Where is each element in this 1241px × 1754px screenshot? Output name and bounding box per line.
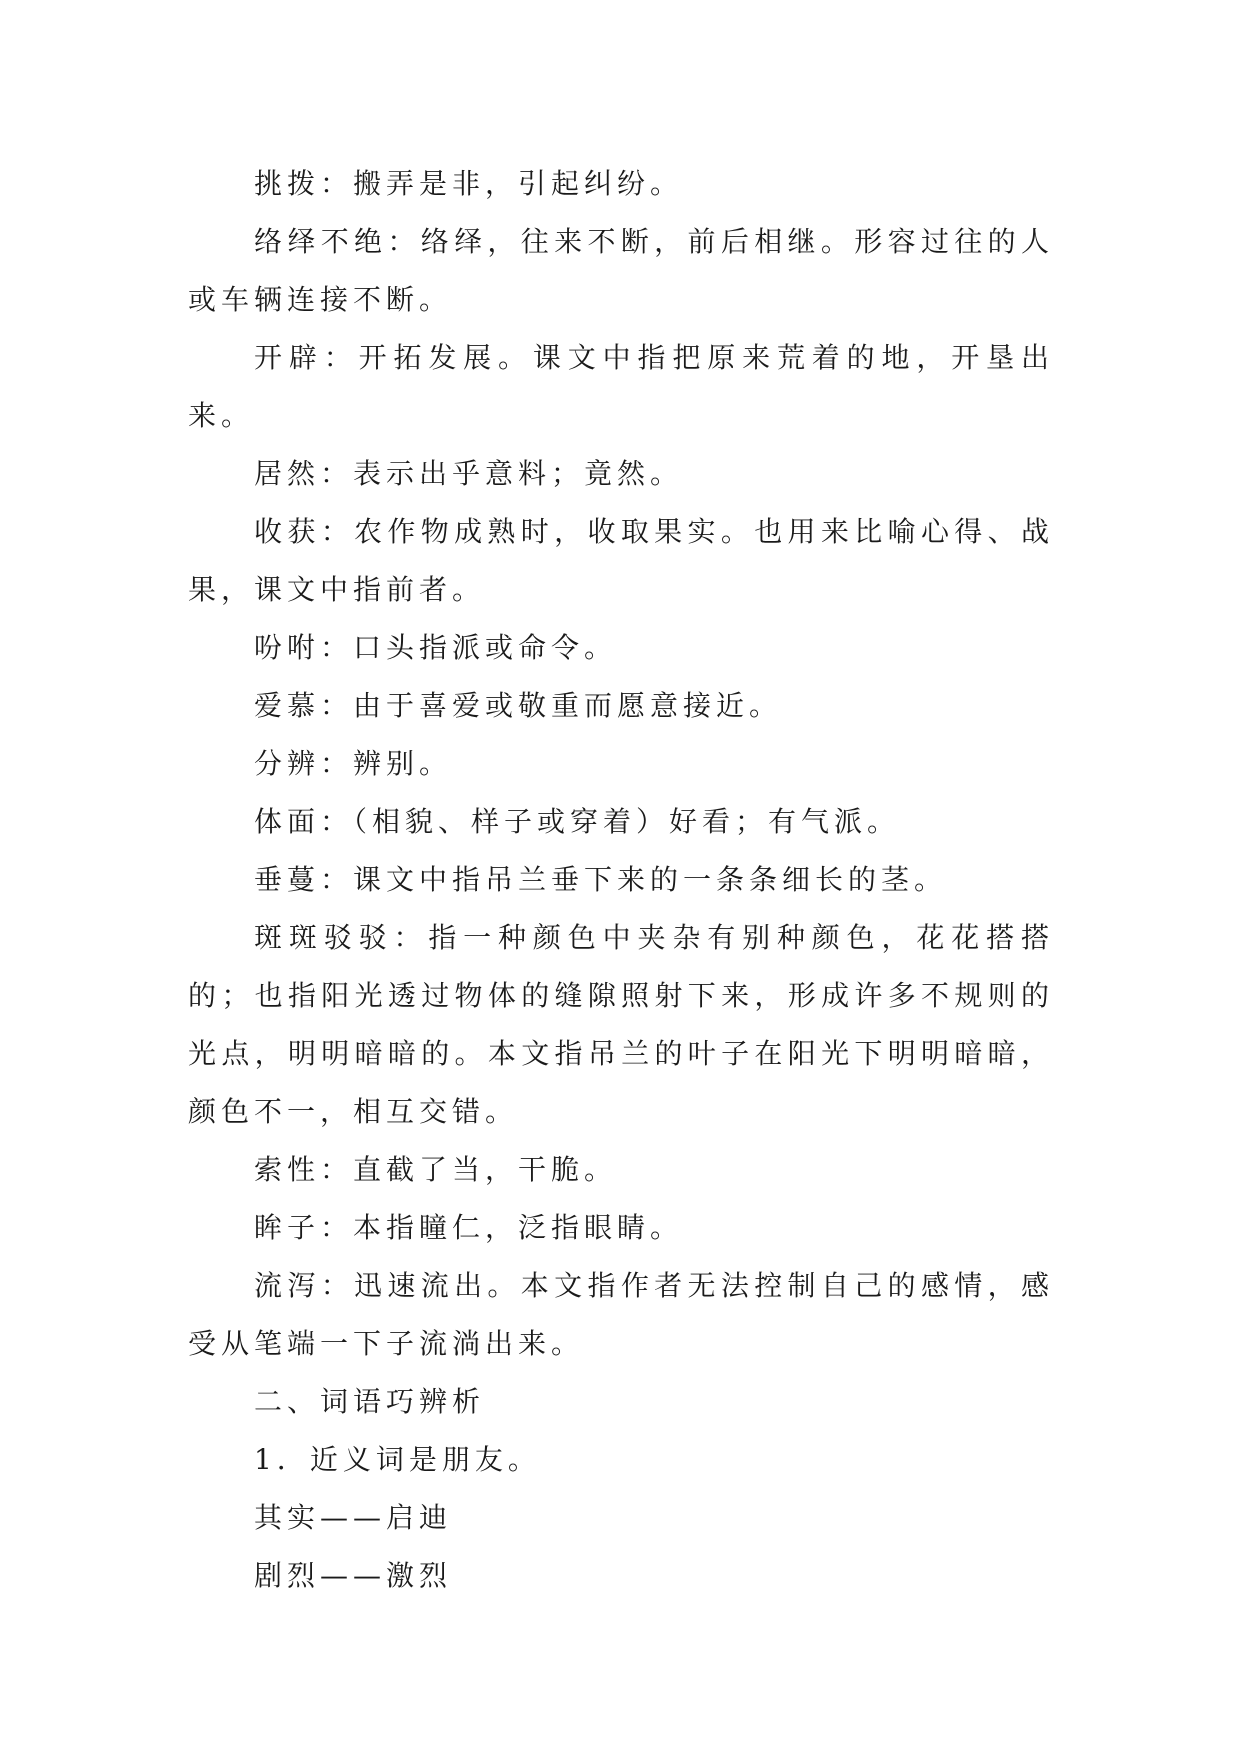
word-pair: 剧烈——激烈	[254, 1559, 453, 1592]
section-heading: 二、词语巧辨析	[254, 1385, 486, 1418]
subsection-heading: 1．近义词是朋友。	[254, 1443, 541, 1476]
definition-aimu: 爱慕：由于喜爱或敬重而愿意接近。	[254, 689, 783, 722]
definition-shouhuo: 收获：农作物成熟时，收取果实。也用来比喻心得、战果，课文中指前者。	[188, 515, 1054, 606]
word-pair: 其实——启迪	[254, 1501, 453, 1534]
definition-kaipi: 开辟：开拓发展。课文中指把原来荒着的地，开垦出来。	[188, 341, 1054, 432]
definition-juran: 居然：表示出乎意料；竟然。	[254, 457, 684, 490]
definition-suoxing: 索性：直截了当，干脆。	[254, 1153, 618, 1186]
definition-liuxie: 流泻：迅速流出。本文指作者无法控制自己的感情，感受从笔端一下子流淌出来。	[188, 1269, 1054, 1360]
definition-luoyibujue: 络绎不绝：络绎，往来不断，前后相继。形容过往的人或车辆连接不断。	[188, 225, 1054, 316]
definition-mouzi: 眸子：本指瞳仁，泛指眼睛。	[254, 1211, 684, 1244]
definition-fenbian: 分辨：辨别。	[254, 747, 453, 780]
definition-fenfu: 吩咐：口头指派或命令。	[254, 631, 618, 664]
definition-timian: 体面：（相貌、样子或穿着）好看；有气派。	[254, 805, 901, 838]
definition-chuiman: 垂蔓：课文中指吊兰垂下来的一条条细长的茎。	[254, 863, 948, 896]
definition-banbanbobo: 斑斑驳驳：指一种颜色中夹杂有别种颜色，花花搭搭的；也指阳光透过物体的缝隙照射下来，形成许多不规则的光点，明明暗暗的。本文指吊兰的叶子在阳光下明明暗暗，颜色不一，相互交错。	[188, 921, 1054, 1128]
definition-tiaobo: 挑拨：搬弄是非，引起纠纷。	[254, 167, 684, 200]
document-body	[188, 155, 1054, 1605]
